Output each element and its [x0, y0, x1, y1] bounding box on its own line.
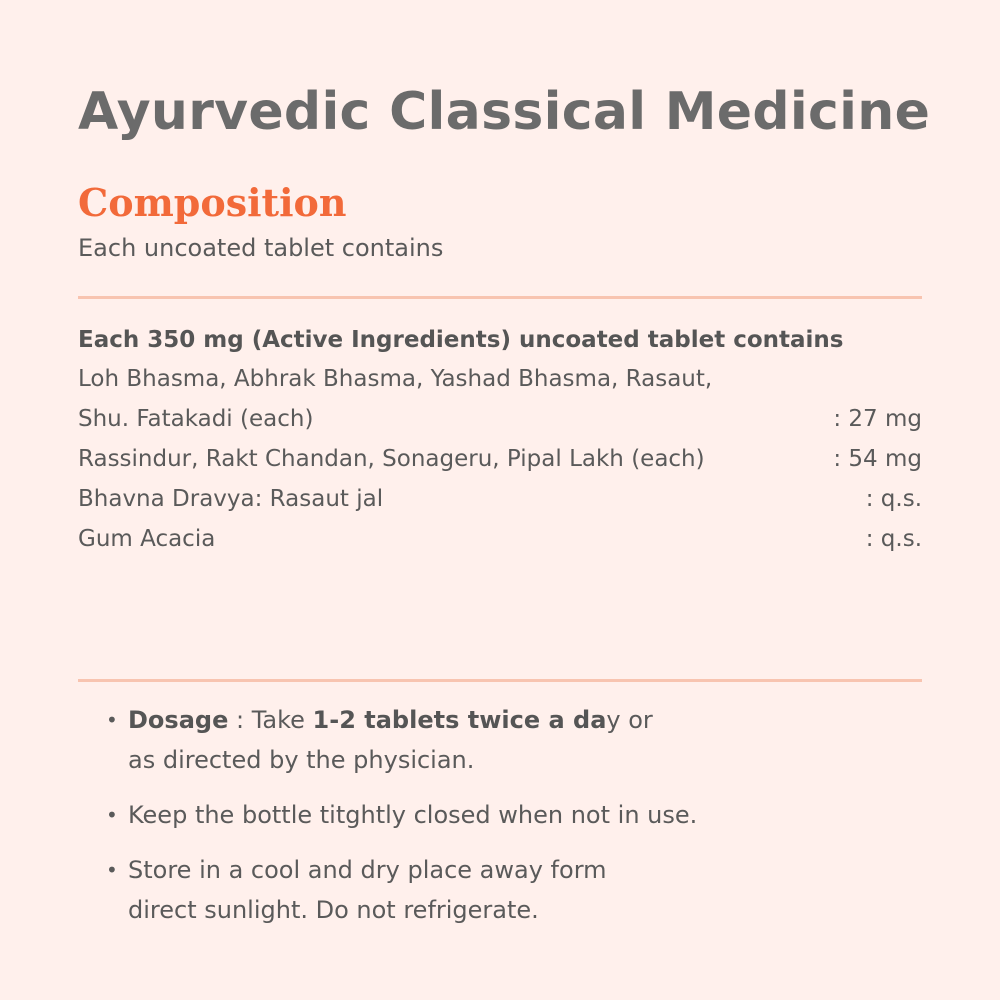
- ingredient-row: [78, 366, 922, 406]
- bullet-icon: •: [106, 803, 118, 827]
- storage-cool-line2: direct sunlight. Do not refrigerate.: [128, 896, 539, 924]
- ingredient-row: [78, 486, 922, 526]
- dosage-rest: y or: [606, 706, 653, 734]
- bullet-icon: •: [106, 708, 118, 732]
- ingredient-row: [78, 526, 922, 566]
- dosage-note: [106, 700, 906, 780]
- storage-closed-note: [106, 795, 906, 835]
- composition-subheading: Each uncoated tablet contains: [78, 234, 444, 262]
- ingredient-name: Gum Acacia: [78, 526, 216, 552]
- ingredient-name: Shu. Fatakadi (each): [78, 406, 314, 432]
- ingredient-qty: : 54 mg: [833, 446, 922, 472]
- bullet-icon: •: [106, 858, 118, 882]
- ingredient-qty: : q.s.: [865, 526, 922, 552]
- storage-closed-text: Keep the bottle titghtly closed when not in use.: [128, 801, 698, 829]
- dosage-amount: 1-2 tablets twice a da: [312, 706, 607, 734]
- ingredient-name: Bhavna Dravya: Rasaut jal: [78, 486, 384, 512]
- page-title: Ayurvedic Classical Medicine: [78, 82, 931, 142]
- label-page: [78, 0, 931, 1000]
- storage-cool-note: [106, 850, 906, 930]
- usage-notes-list: [106, 700, 906, 945]
- dosage-line2: as directed by the physician.: [128, 746, 475, 774]
- ingredient-name: Rassindur, Rakt Chandan, Sonageru, Pipal Lakh (each): [78, 446, 705, 472]
- ingredient-row: [78, 406, 922, 446]
- ingredient-qty: : 27 mg: [833, 406, 922, 432]
- divider-bottom: [78, 679, 922, 682]
- ingredient-row: [78, 446, 922, 486]
- dosage-label: Dosage: [128, 706, 229, 734]
- ingredients-list: [78, 366, 922, 566]
- ingredients-heading: Each 350 mg (Active Ingredients) uncoated tablet contains: [78, 327, 844, 353]
- ingredient-name: Loh Bhasma, Abhrak Bhasma, Yashad Bhasma, Rasaut,: [78, 366, 713, 392]
- composition-heading: Composition: [78, 180, 347, 225]
- dosage-separator: : Take: [228, 706, 313, 734]
- storage-cool-line1: Store in a cool and dry place away form: [128, 856, 607, 884]
- ingredient-qty: : q.s.: [865, 486, 922, 512]
- divider-top: [78, 296, 922, 299]
